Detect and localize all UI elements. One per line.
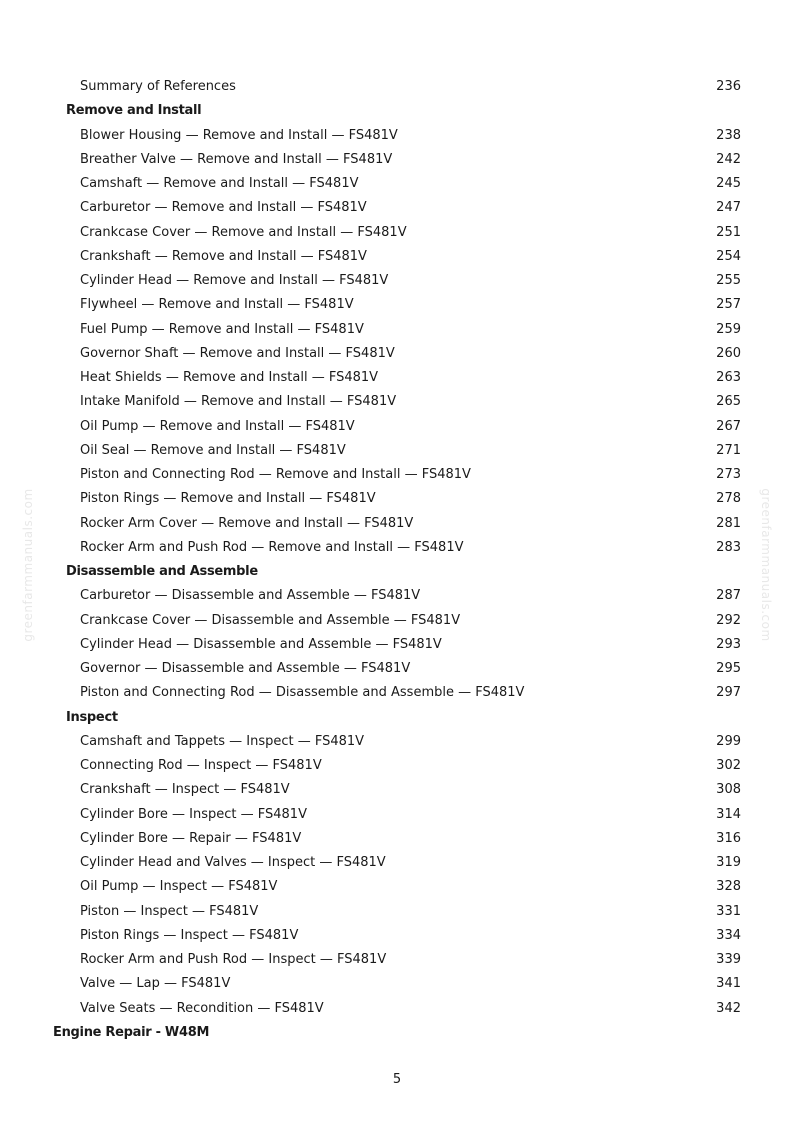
toc-entry-page: 341	[716, 976, 741, 992]
toc-entry-page: 278	[716, 491, 741, 507]
toc-entry[interactable]	[0, 681, 794, 705]
toc-entry-title: Breather Valve — Remove and Install — FS481V	[80, 151, 393, 167]
toc-entry[interactable]	[0, 851, 794, 875]
toc-entry-page: 331	[716, 903, 741, 919]
toc-entry-title: Cylinder Head — Disassemble and Assemble — FS481V	[80, 636, 442, 652]
toc-entry-page: 251	[716, 224, 741, 240]
toc-entry[interactable]	[0, 124, 794, 148]
toc-entry[interactable]	[0, 196, 794, 220]
toc-section-heading	[0, 706, 794, 730]
toc-entry[interactable]	[0, 900, 794, 924]
toc-entry[interactable]	[0, 924, 794, 948]
toc-entry-page: 302	[716, 758, 741, 773]
table-of-contents	[0, 75, 794, 1045]
toc-entry-page: 314	[716, 806, 741, 822]
toc-entry-title: Governor — Disassemble and Assemble — FS481V	[80, 661, 411, 676]
toc-entry-title: Camshaft — Remove and Install — FS481V	[80, 176, 359, 191]
toc-entry[interactable]	[0, 875, 794, 899]
toc-entry-title: Engine Repair - W48M	[53, 1024, 210, 1040]
toc-entry[interactable]	[0, 390, 794, 414]
toc-entry-page: 297	[716, 685, 741, 701]
toc-entry[interactable]	[0, 463, 794, 487]
toc-entry-page: 267	[716, 418, 741, 434]
toc-entry-title: Rocker Arm and Push Rod — Remove and Install — FS481V	[80, 539, 464, 555]
toc-entry-page: 308	[716, 782, 741, 798]
toc-entry-title: Connecting Rod — Inspect — FS481V	[80, 758, 322, 773]
toc-entry-title: Summary of References	[80, 79, 236, 94]
toc-entry-page: 236	[716, 79, 741, 94]
toc-entry[interactable]	[0, 366, 794, 390]
toc-entry-page: 334	[716, 927, 741, 943]
toc-entry-title: Cylinder Bore — Inspect — FS481V	[80, 806, 307, 822]
toc-entry[interactable]	[0, 512, 794, 536]
toc-entry-title: Rocker Arm and Push Rod — Inspect — FS481V	[80, 952, 387, 967]
toc-entry[interactable]	[0, 609, 794, 633]
toc-entry-title: Inspect	[66, 709, 118, 725]
toc-entry[interactable]	[0, 948, 794, 972]
toc-entry-page: 238	[716, 127, 741, 143]
page-number: 5	[392, 1072, 402, 1087]
toc-entry[interactable]	[0, 172, 794, 196]
toc-entry-page: 316	[716, 830, 741, 846]
toc-entry-title: Piston Rings — Inspect — FS481V	[80, 927, 299, 943]
toc-entry-title: Piston and Connecting Rod — Remove and Install — FS481V	[80, 467, 471, 482]
toc-entry[interactable]	[0, 803, 794, 827]
toc-entry-page: 259	[716, 321, 741, 337]
toc-chapter-heading	[0, 1021, 794, 1045]
toc-entry-page: 271	[716, 442, 741, 458]
toc-entry[interactable]	[0, 293, 794, 317]
toc-entry[interactable]	[0, 148, 794, 172]
toc-entry-title: Piston Rings — Remove and Install — FS481V	[80, 491, 376, 507]
toc-entry[interactable]	[0, 439, 794, 463]
watermark-right: greenfarmmanuals.com	[759, 488, 773, 642]
toc-entry-title: Valve Seats — Recondition — FS481V	[80, 1000, 324, 1016]
toc-entry-title: Blower Housing — Remove and Install — FS481V	[80, 127, 398, 143]
toc-entry-title: Oil Pump — Inspect — FS481V	[80, 879, 278, 895]
toc-entry-title: Disassemble and Assemble	[66, 564, 258, 579]
toc-entry-page: 273	[716, 467, 741, 482]
toc-entry-page: 265	[716, 394, 741, 410]
toc-entry[interactable]	[0, 221, 794, 245]
toc-entry-page: 339	[716, 952, 741, 967]
toc-entry-title: Piston — Inspect — FS481V	[80, 903, 259, 919]
toc-entry-page: 245	[716, 176, 741, 191]
toc-entry-title: Crankshaft — Remove and Install — FS481V	[80, 248, 367, 264]
toc-entry[interactable]	[0, 415, 794, 439]
toc-entry-page: 260	[716, 345, 741, 361]
toc-entry-title: Remove and Install	[66, 103, 202, 119]
toc-entry-title: Cylinder Bore — Repair — FS481V	[80, 830, 302, 846]
toc-entry-page: 287	[716, 588, 741, 604]
toc-entry[interactable]	[0, 318, 794, 342]
toc-entry-title: Crankcase Cover — Disassemble and Assemble — FS481V	[80, 612, 461, 628]
toc-entry-page: 263	[716, 370, 741, 385]
watermark-left: greenfarmmanuals.com	[21, 488, 35, 642]
toc-entry[interactable]	[0, 245, 794, 269]
toc-entry-page: 295	[716, 661, 741, 676]
toc-entry-title: Flywheel — Remove and Install — FS481V	[80, 297, 354, 313]
toc-entry[interactable]	[0, 657, 794, 681]
toc-entry[interactable]	[0, 487, 794, 511]
toc-entry-title: Cylinder Head and Valves — Inspect — FS481V	[80, 855, 386, 870]
toc-entry[interactable]	[0, 584, 794, 608]
toc-entry-page: 342	[716, 1000, 741, 1016]
toc-entry-title: Oil Seal — Remove and Install — FS481V	[80, 442, 346, 458]
toc-entry-title: Carburetor — Remove and Install — FS481V	[80, 200, 367, 216]
toc-entry-page: 293	[716, 636, 741, 652]
toc-entry[interactable]	[0, 633, 794, 657]
toc-entry[interactable]	[0, 269, 794, 293]
toc-entry-page: 255	[716, 273, 741, 288]
toc-entry-title: Cylinder Head — Remove and Install — FS481V	[80, 273, 389, 288]
toc-section-heading	[0, 99, 794, 123]
toc-entry-title: Oil Pump — Remove and Install — FS481V	[80, 418, 355, 434]
toc-section-heading	[0, 560, 794, 584]
toc-entry-title: Rocker Arm Cover — Remove and Install — FS481V	[80, 515, 414, 531]
toc-entry-page: 281	[716, 515, 741, 531]
toc-entry[interactable]	[0, 536, 794, 560]
toc-entry-title: Heat Shields — Remove and Install — FS481V	[80, 370, 379, 385]
toc-entry-title: Fuel Pump — Remove and Install — FS481V	[80, 321, 364, 337]
toc-entry-title: Crankshaft — Inspect — FS481V	[80, 782, 290, 798]
toc-entry-page: 319	[716, 855, 741, 870]
toc-entry-title: Camshaft and Tappets — Inspect — FS481V	[80, 733, 365, 749]
toc-entry[interactable]	[0, 827, 794, 851]
toc-entry-title: Governor Shaft — Remove and Install — FS481V	[80, 345, 395, 361]
toc-entry-page: 257	[716, 297, 741, 313]
toc-entry-title: Piston and Connecting Rod — Disassemble and Assemble — FS481V	[80, 685, 525, 701]
toc-entry-title: Carburetor — Disassemble and Assemble — FS481V	[80, 588, 421, 604]
toc-entry-title: Crankcase Cover — Remove and Install — FS481V	[80, 224, 407, 240]
toc-entry-page: 247	[716, 200, 741, 216]
toc-entry-page: 328	[716, 879, 741, 895]
toc-entry[interactable]	[0, 997, 794, 1021]
toc-entry[interactable]	[0, 342, 794, 366]
toc-entry[interactable]	[0, 778, 794, 802]
toc-entry-title: Intake Manifold — Remove and Install — FS481V	[80, 394, 397, 410]
toc-entry-title: Valve — Lap — FS481V	[80, 976, 231, 992]
toc-entry-page: 299	[716, 733, 741, 749]
toc-entry[interactable]	[0, 754, 794, 778]
toc-entry[interactable]	[0, 730, 794, 754]
toc-entry[interactable]	[0, 972, 794, 996]
toc-entry-page: 292	[716, 612, 741, 628]
toc-entry-page: 242	[716, 151, 741, 167]
toc-entry-page: 283	[716, 539, 741, 555]
toc-entry[interactable]	[0, 75, 794, 99]
toc-entry-page: 254	[716, 248, 741, 264]
